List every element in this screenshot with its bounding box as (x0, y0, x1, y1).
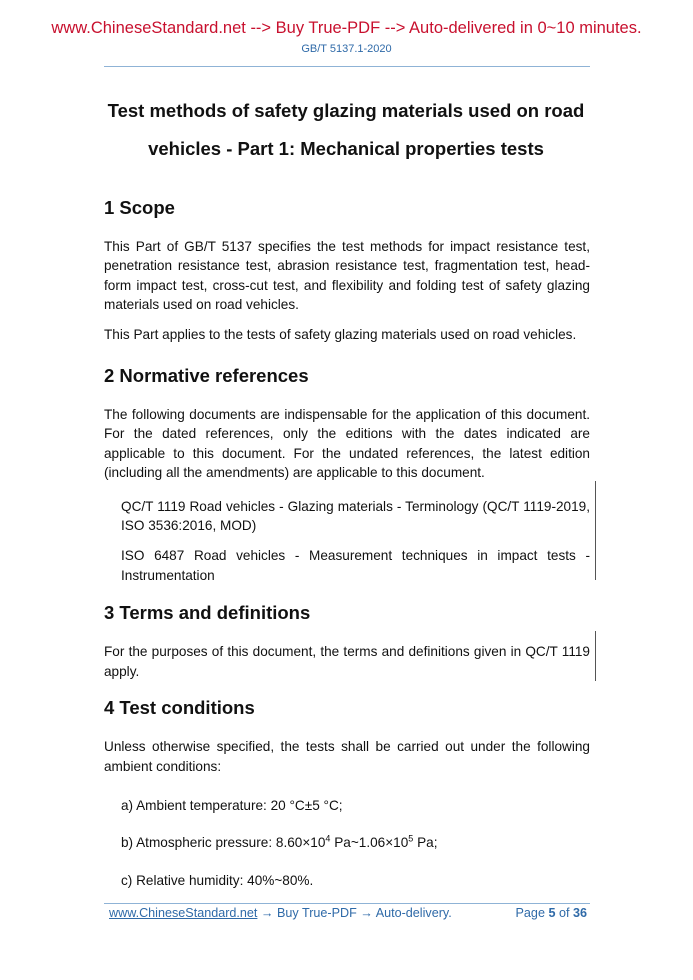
page-total: 36 (572, 906, 587, 920)
section-heading-terms: 3 Terms and definitions (104, 602, 311, 624)
condition-item-humidity: c) Relative humidity: 40%~80%. (121, 872, 314, 888)
header-divider (104, 66, 590, 67)
page-label: Page (515, 906, 549, 920)
page-number (516, 906, 587, 920)
section-heading-normative-references: 2 Normative references (104, 365, 309, 387)
scope-paragraph-2: This Part applies to the tests of safety glazing materials used on road vehicles. (104, 326, 577, 342)
reference-item: ISO 6487 Road vehicles - Measurement techniques in impact tests - Instrumentation (121, 548, 590, 583)
normative-paragraph: The following documents are indispensable for the application of this document. For the dated references, only the editions with the dates indicated are applicable to this document. For the undated references, the latest edition (including all the amendments) are applicable to this document. (104, 407, 590, 481)
title-line-1: Test methods of safety glazing materials used on road (107, 100, 585, 121)
page-current: 5 (548, 906, 556, 920)
pressure-exponent-1: 4 (325, 833, 331, 844)
title-line-2: vehicles - Part 1: Mechanical properties tests (148, 138, 544, 159)
pressure-text-1: b) Atmospheric pressure: 8.60×10 (121, 835, 326, 851)
top-banner[interactable]: www.ChineseStandard.net --> Buy True-PDF --> Auto-delivered in 0~10 minutes. (51, 19, 642, 37)
section-heading-scope: 1 Scope (104, 197, 175, 218)
scope-paragraph-1: This Part of GB/T 5137 specifies the test methods for impact resistance test, penetration resistance test, abrasion resistance test, fragmentation test, head-form impact test, cross-cut test, and flexibility and folding test of safety glazing materials used on road vehicles. (104, 239, 590, 313)
reference-item: QC/T 1119 Road vehicles - Glazing materials - Terminology (QC/T 1119-2019, ISO 3536:2016, MOD) (121, 498, 590, 534)
page-footer (109, 906, 587, 920)
condition-item-temperature: a) Ambient temperature: 20 °C±5 °C; (121, 797, 343, 813)
section-heading-test-conditions: 4 Test conditions (104, 697, 255, 719)
page-of: of (555, 906, 573, 920)
footer-site-link[interactable]: www.ChineseStandard.net (109, 906, 258, 920)
terms-paragraph: For the purposes of this document, the terms and definitions given in QC/T 1119 apply. (104, 644, 590, 679)
pressure-text-3: Pa; (413, 835, 438, 851)
change-bar (595, 481, 596, 580)
document-number: GB/T 5137.1-2020 (301, 43, 392, 55)
document-title (90, 92, 602, 168)
pressure-exponent-2: 5 (408, 833, 414, 844)
document-body (104, 193, 590, 890)
footer-divider (104, 903, 590, 904)
conditions-paragraph: Unless otherwise specified, the tests shall be carried out under the following ambient conditions: (104, 739, 590, 774)
change-bar (595, 631, 596, 681)
footer-tagline: → Buy True-PDF → Auto-delivery. (257, 906, 452, 920)
condition-item-pressure (104, 833, 590, 852)
pressure-text-2: Pa~1.06×10 (330, 835, 409, 851)
